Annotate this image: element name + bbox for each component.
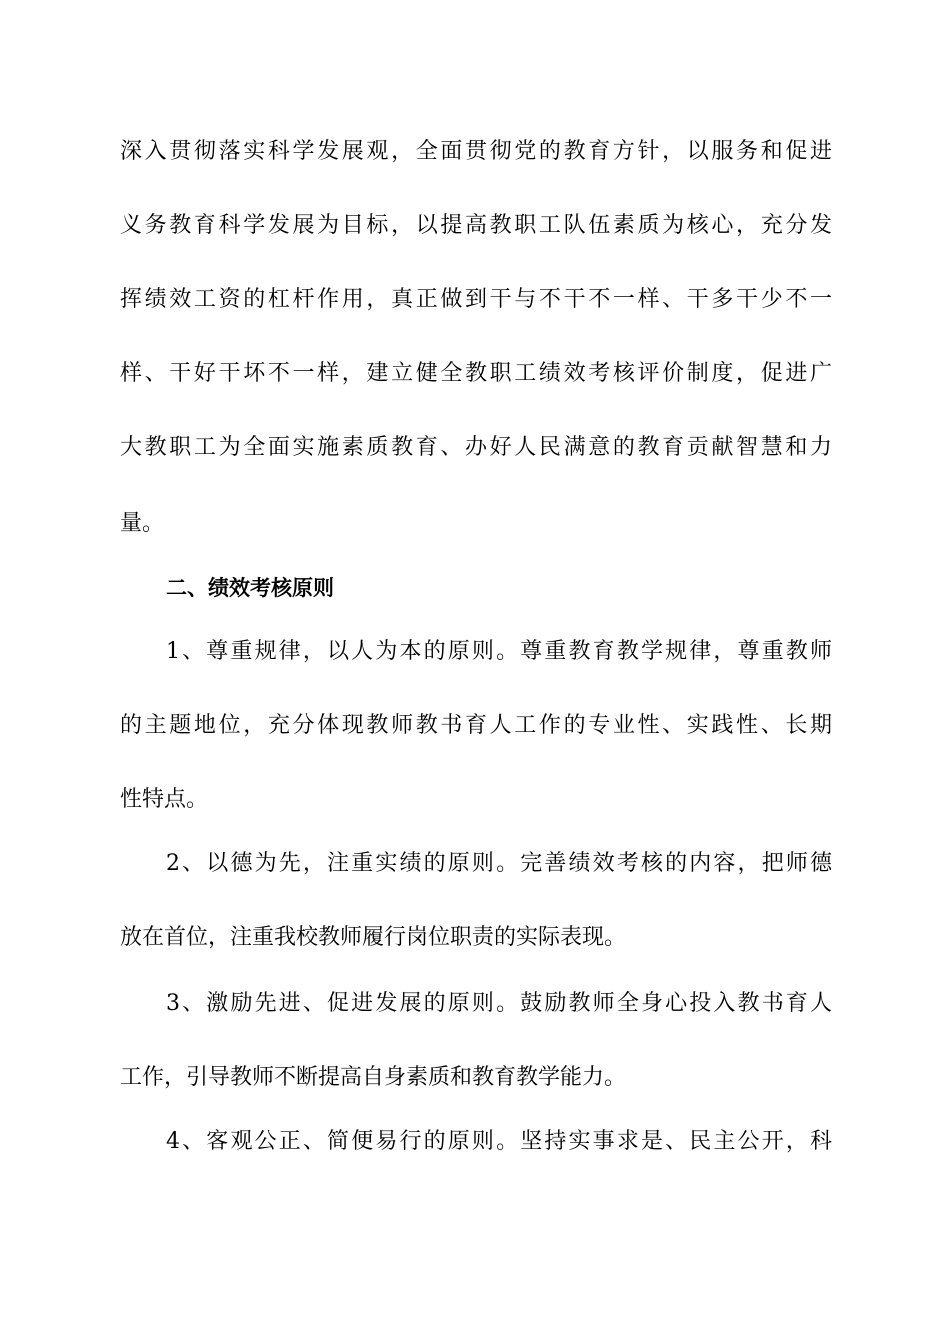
- intro-line-3: 挥绩效工资的杠杆作用，真正做到干与不干不一样、干多干少不一: [120, 287, 832, 312]
- intro-line-4: 样、干好干坏不一样，建立健全教职工绩效考核评价制度，促进广: [120, 361, 832, 386]
- intro-line-5: 大教职工为全面实施素质教育、办好人民满意的教育贡献智慧和力: [120, 435, 832, 460]
- principle-1-line-2: 的主题地位，充分体现教师教书育人工作的专业性、实践性、长期: [120, 713, 832, 738]
- principle-3-line-2: 工作，引导教师不断提高自身素质和教育教学能力。: [120, 1065, 627, 1090]
- principle-2-line-1: 2、以德为先，注重实绩的原则。完善绩效考核的内容，把师德: [166, 851, 832, 876]
- principle-1-line-1: 1、尊重规律，以人为本的原则。尊重教育教学规律，尊重教师: [166, 639, 832, 664]
- intro-line-2: 义务教育科学发展为目标，以提高教职工队伍素质为核心，充分发: [120, 213, 832, 238]
- principle-3-line-1: 3、激励先进、促进发展的原则。鼓励教师全身心投入教书育人: [166, 991, 832, 1016]
- principle-1-line-3: 性特点。: [120, 787, 209, 812]
- section-heading: 二、绩效考核原则: [166, 576, 334, 600]
- principle-4-line-1: 4、客观公正、简便易行的原则。坚持实事求是、民主公开，科: [166, 1129, 832, 1154]
- principle-2-line-2: 放在首位，注重我校教师履行岗位职责的实际表现。: [120, 925, 627, 950]
- intro-line-1: 深入贯彻落实科学发展观，全面贯彻党的教育方针，以服务和促进: [120, 139, 832, 164]
- intro-line-6: 量。: [120, 511, 165, 536]
